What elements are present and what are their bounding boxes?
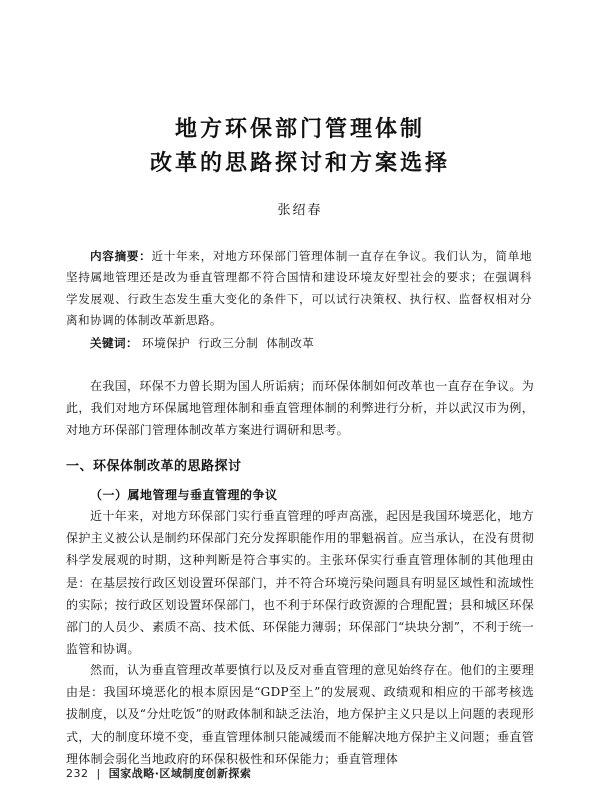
abstract-label: 内容摘要： (90, 249, 152, 263)
author-name: 张绍春 (277, 203, 323, 218)
page-footer (66, 765, 251, 781)
keyword-item: 行政三分制 (198, 336, 259, 350)
body-paragraph-2: 然而，认为垂直管理改革要慎行以及反对垂直管理的意见始终存在。他们的主要理由是：我国环境恶化的根本原因是“GDP至上”的发展观、政绩观和相应的干部考核选拔制度，以及“分灶吃饭”的财政体制和缺乏法治，地方保护主义只是以上问题的表现形式，大的制度环境不变，垂直管理体制只能减缓而不能解决地方保护主义问题；垂直管理体制会弱化当地政府的环保积极性和环保能力；垂直管理体 (66, 663, 534, 766)
footer-separator: | (96, 767, 101, 780)
subsection-heading: （一）属地管理与垂直管理的争议 (90, 488, 278, 502)
page-number: 232 (66, 767, 89, 780)
keyword-item: 环境保护 (142, 336, 191, 350)
article-title-line-1: 地方环保部门管理体制 (174, 117, 425, 142)
article-title-line-2: 改革的思路探讨和方案选择 (149, 151, 450, 176)
journal-name: 国家战略·区域制度创新探索 (108, 767, 252, 780)
intro-paragraph: 在我国，环保不力曾长期为国人所诟病；而环保体制如何改革也一直存在争议。为此，我们对地方环保属地管理体制和垂直管理体制的利弊进行分析，并以武汉市为例，对地方环保部门管理体制改革方案进行调研和思考。 (66, 379, 534, 438)
keywords-label: 关键词： (90, 336, 138, 350)
section-heading: 一、环保体制改革的思路探讨 (66, 459, 242, 474)
body-paragraph-1: 近十年来，对地方环保部门实行垂直管理的呼声高涨，起因是我国环境恶化，地方保护主义被公认是制约环保部门充分发挥职能作用的罪魁祸首。应当承认，在没有贯彻科学发展观的时期，这种判断是符合事实的。主张环保实行垂直管理体制的其他理由是：在基层按行政区划设置环保部门，并不符合环境污染问题具有明显区域性和流域性的实际；按行政区划设置环保部门，也不利于环保行政资源的合理配置；县和城区环保部门的人员少、素质不高、技术低、环保能力薄弱；环保部门“块块分割”，不利于统一监管和协调。 (66, 509, 534, 657)
abstract-text: 近十年来，对地方环保部门管理体制一直存在争议。我们认为，简单地坚持属地管理还是改为垂直管理都不符合国情和建设环境友好型社会的要求；在强调科学发展观、行政生态发生重大变化的条件下，可以试行决策权、执行权、监督权相对分离和协调的体制改革新思路。 (66, 249, 532, 328)
keyword-item: 体制改革 (266, 336, 315, 350)
keywords (90, 333, 530, 353)
abstract (66, 246, 532, 332)
